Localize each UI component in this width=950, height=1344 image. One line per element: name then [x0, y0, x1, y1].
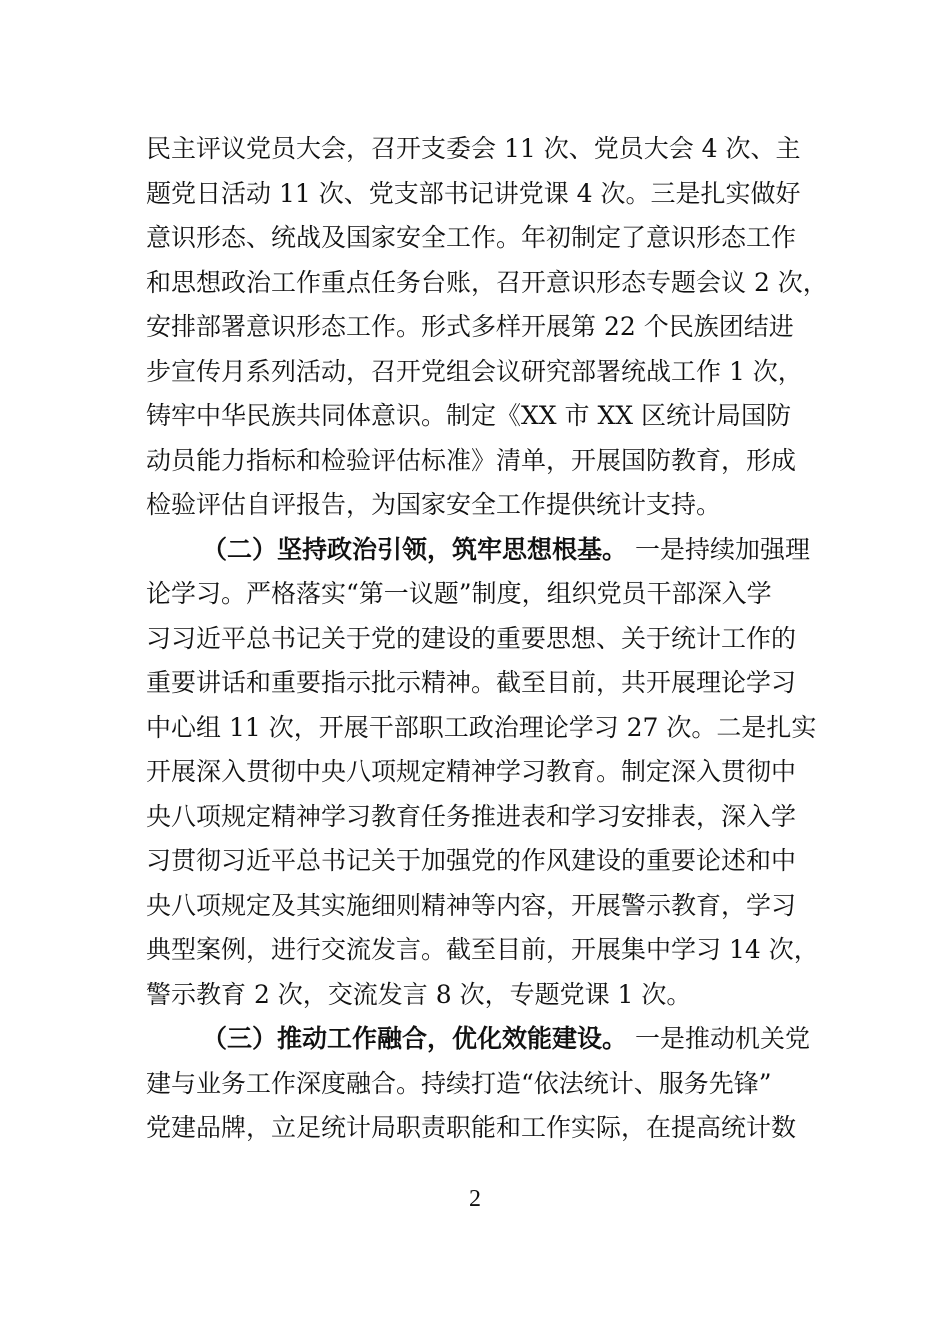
- text-line: 步宣传月系列活动，召开党组会议研究部署统战工作 1 次，: [146, 356, 803, 386]
- text-line: 动员能力指标和检验评估标准》清单，开展国防教育，形成: [146, 445, 797, 475]
- text-line: 党建品牌，立足统计局职责职能和工作实际，在提高统计数: [146, 1113, 797, 1142]
- text-line: 典型案例，进行交流发言。截至目前，开展集中学习 14 次，: [146, 935, 819, 964]
- text-line: 论学习。严格落实“第一议题”制度，组织党员干部深入学: [146, 579, 772, 608]
- text-fragment: 一是推动机关党: [634, 1024, 810, 1053]
- text-line: 检验评估自评报告，为国家安全工作提供统计支持。: [146, 490, 722, 519]
- text-line: 题党日活动 11 次、党支部书记讲党课 4 次。三是扎实做好: [146, 178, 801, 208]
- text-line: 和思想政治工作重点任务台账，召开意识形态专题会议 2 次，: [146, 267, 828, 297]
- section-heading: （三）推动工作融合，优化效能建设。: [202, 1024, 628, 1053]
- text-fragment: 一是持续加强理: [634, 534, 810, 564]
- section-heading-line: [146, 1017, 810, 1062]
- text-line: 铸牢中华民族共同体意识。制定《XX 市 XX 区统计局国防: [146, 401, 792, 430]
- text-line: 习习近平总书记关于党的建设的重要思想、关于统计工作的: [146, 623, 797, 653]
- text-line: 央八项规定及其实施细则精神等内容，开展警示教育，学习: [146, 890, 797, 920]
- text-line: 意识形态、统战及国家安全工作。年初制定了意识形态工作: [146, 223, 797, 252]
- text-line: 央八项规定精神学习教育任务推进表和学习安排表，深入学: [146, 801, 797, 831]
- text-line: 习贯彻习近平总书记关于加强党的作风建设的重要论述和中: [146, 846, 797, 875]
- text-line: 开展深入贯彻中央八项规定精神学习教育。制定深入贯彻中: [146, 757, 797, 786]
- text-line: 民主评议党员大会，召开支委会 11 次、党员大会 4 次、主: [146, 134, 801, 163]
- text-line: 中心组 11 次，开展干部职工政治理论学习 27 次。二是扎实: [146, 712, 817, 742]
- text-line: 建与业务工作深度融合。持续打造“依法统计、服务先锋”: [146, 1068, 772, 1098]
- section-heading-line: [146, 528, 810, 573]
- text-line: 安排部署意识形态工作。形式多样开展第 22 个民族团结进: [146, 312, 794, 341]
- document-body: [146, 127, 828, 1151]
- section-heading: （二）坚持政治引领，筑牢思想根基。: [202, 534, 628, 564]
- page-number: 2: [469, 1186, 481, 1212]
- text-line: 警示教育 2 次，交流发言 8 次，专题党课 1 次。: [146, 979, 692, 1009]
- text-line: 重要讲话和重要指示批示精神。截至目前，共开展理论学习: [146, 668, 797, 697]
